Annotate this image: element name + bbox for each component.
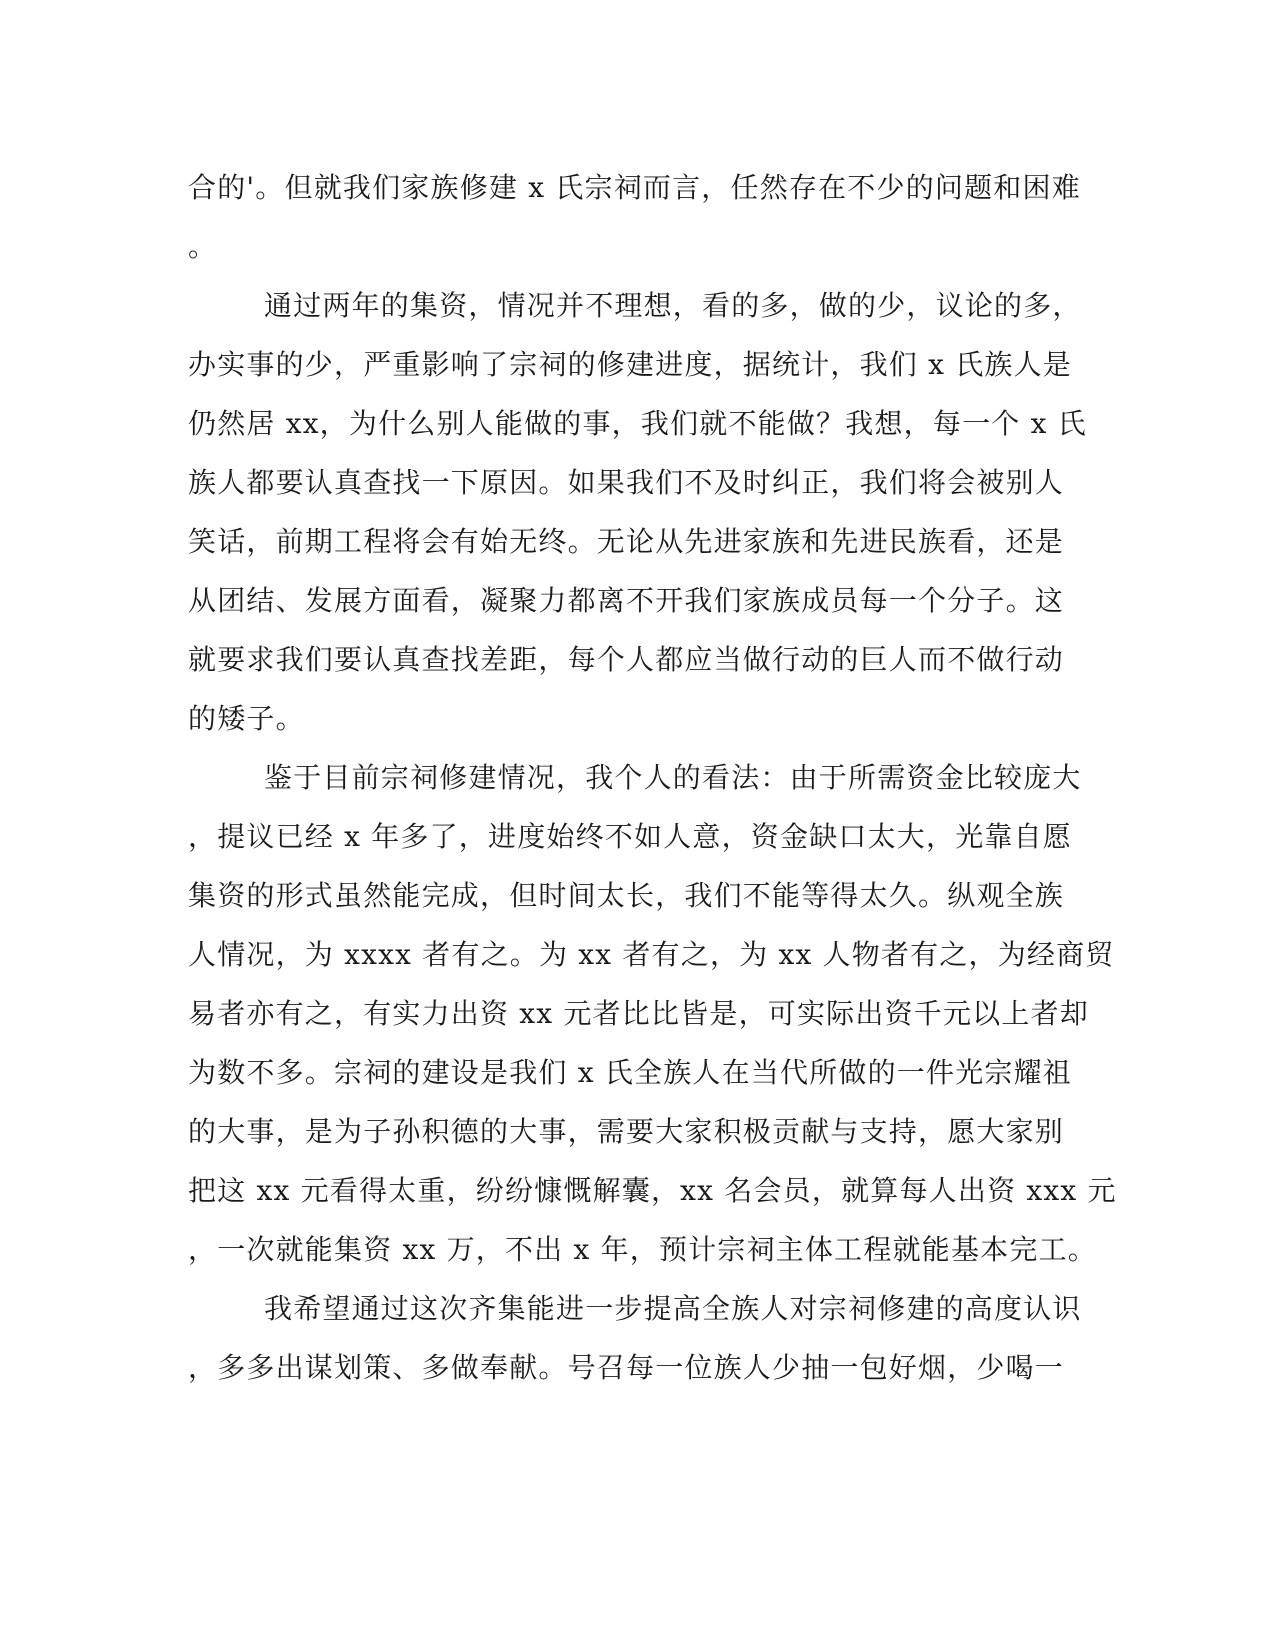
text-line: 的大事，是为子孙积德的大事，需要大家积极贡献与支持，愿大家别 xyxy=(188,1115,1065,1148)
body-text xyxy=(188,158,1117,1397)
text-line: 族人都要认真查找一下原因。如果我们不及时纠正，我们将会被别人 xyxy=(188,466,1065,499)
text-line: ，提议已经 x 年多了，进度始终不如人意，资金缺口太大，光靠自愿 xyxy=(188,820,1072,853)
paragraph-start-line: 鉴于目前宗祠修建情况，我个人的看法：由于所需资金比较庞大 xyxy=(264,761,1082,794)
text-line: 易者亦有之，有实力出资 xx 元者比比皆是，可实际出资千元以上者却 xyxy=(188,997,1089,1030)
text-line: 办实事的少，严重影响了宗祠的修建进度，据统计，我们 x 氏族人是 xyxy=(188,348,1072,381)
text-line: ，一次就能集资 xx 万，不出 x 年，预计宗祠主体工程就能基本完工。 xyxy=(188,1233,1097,1266)
paragraph-start-line: 我希望通过这次齐集能进一步提高全族人对宗祠修建的高度认识 xyxy=(264,1292,1082,1325)
text-line: 笑话，前期工程将会有始无终。无论从先进家族和先进民族看，还是 xyxy=(188,525,1065,558)
text-line: 从团结、发展方面看，凝聚力都离不开我们家族成员每一个分子。这 xyxy=(188,584,1065,617)
text-line: 就要求我们要认真查找差距，每个人都应当做行动的巨人而不做行动 xyxy=(188,643,1065,676)
text-line: 集资的形式虽然能完成，但时间太长，我们不能等得太久。纵观全族 xyxy=(188,879,1065,912)
text-line: 的矮子。 xyxy=(188,702,305,735)
paragraph-start-line: 通过两年的集资，情况并不理想，看的多，做的少，议论的多， xyxy=(264,289,1082,322)
text-line: 人情况，为 xxxx 者有之。为 xx 者有之，为 xx 人物者有之，为经商贸 xyxy=(188,938,1115,971)
text-line: ，多多出谋划策、多做奉献。号召每一位族人少抽一包好烟，少喝一 xyxy=(188,1351,1065,1384)
text-line: 把这 xx 元看得太重，纷纷慷慨解囊，xx 名会员，就算每人出资 xxx 元 xyxy=(188,1174,1117,1207)
text-line: 仍然居 xx，为什么别人能做的事，我们就不能做？我想，每一个 x 氏 xyxy=(188,407,1087,440)
text-line: 合的'。但就我们家族修建 x 氏宗祠而言，任然存在不少的问题和困难 xyxy=(188,171,1081,204)
text-line: 。 xyxy=(188,230,218,263)
text-line: 为数不多。宗祠的建设是我们 x 氏全族人在当代所做的一件光宗耀祖 xyxy=(188,1056,1072,1089)
